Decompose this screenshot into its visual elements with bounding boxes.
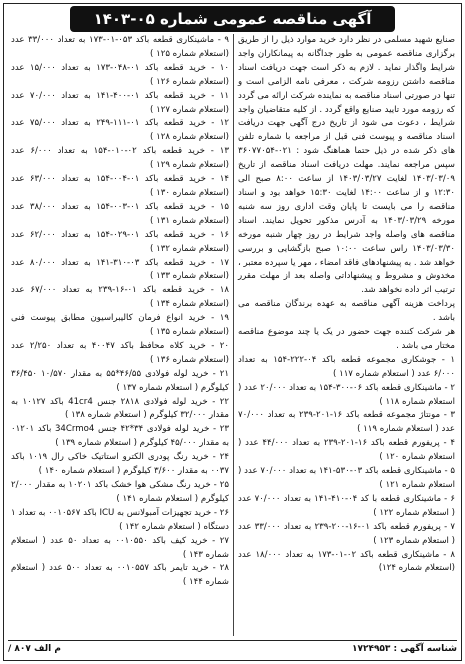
tender-item: ۱۰ - خرید قطعه باکد ۰۱-۰۴۸-۱۷۳ به تعداد ۱۵/۰۰۰ عدد (استعلام شماره ۱۲۶ ) (11, 62, 229, 87)
tender-item: ۱۷ - خرید قطعه باکد ۰۳-۳۱۰-۱۴۱ به تعداد ۸۰/۰۰۰ عدد (استعلام شماره ۱۳۳ ) (11, 257, 229, 282)
intro-paragraph: پرداخت هزینه آگهی مناقصه به عهده برندگان مناقصه می باشد . (238, 299, 455, 324)
tender-item: ۷ - پریفورم قطعه باکد ۰۱-۱۶-۲۰۰-۲۳۹ به تعداد ۳۳/۰۰۰ عدد ( استعلام شماره ۱۲۳ ) (238, 521, 455, 546)
tender-item: ۲۲ - خرید لوله فولادی ۲۸۱۸ جنس 41cr4 باکد ۱۰۱۲۷ به مقدار ۳۲/۰۰۰ کیلوگرم ( استعلام شماره ۱۳۸ ) (11, 396, 230, 421)
tender-item: ۱۲ - خرید قطعه باکد ۰۱-۱۱۱-۲۴۹ به تعداد ۷۵/۰۰۰ عدد (استعلام شماره ۱۲۸ ) (11, 118, 229, 143)
intro-paragraph: هر شرکت کننده جهت حضور در یک یا چند موضوع مناقصه مختار می باشد . (238, 327, 455, 351)
ad-code: م الف ۸۰۷ / (8, 644, 61, 654)
tender-item: ۱۵ - خرید قطعه باکد ۰۱-۰۰۳-۱۵۴ به تعداد ۳۸/۰۰۰ عدد (استعلام شماره ۱۳۱ ) (11, 201, 229, 226)
tender-item: ۱۶ - خرید قطعه باکد ۰۱-۰۲۹-۱۵۴ به تعداد ۶۲/۰۰۰ عدد (استعلام شماره ۱۳۲ ) (11, 229, 229, 254)
tender-item: ۲۸ - خرید تایمر باکد ۰۰۱۰۵۵۷ به تعداد ۵۰۰ عدد ( استعلام شماره ۱۴۴ ) (11, 563, 229, 588)
tender-item: ۸ - ماشینکاری قطعه باکد ۰۲-۰۱-۱۷۳ به تعداد ۱۸/۰۰۰ عدد (استعلام شماره ۱۲۴) (238, 549, 455, 574)
content-columns (6, 34, 459, 636)
tender-item: ۶ - ماشینکاری قطعه با کد ۰۴-۴۱۰-۱۴۱ به تعداد ۷۰/۰۰۰ عدد ( استعلام شماره ۱۲۲ ) (238, 493, 455, 518)
tender-item: ۲۵ - خرید رنگ مشکی هوا خشک باکد ۱۰۲۰۱ به مقدار ۲/۰۰۰ کیلوگرم ( استعلام شماره ۱۴۱ ) (11, 480, 229, 504)
intro-paragraph: صنایع شهید مسلمی در نظر دارد خرید موارد ذیل را از طریق برگزاری مناقصه عمومی به طور جداگانه به پیمانکاران واجد شرایط واگذار نماید . لازم به ذکر است جهت دریافت اسناد مناقصه داشتن رزومه شرکت ، معرفی نامه الزامی است و تنها در صورتی اسناد مناقصه به نماینده شرکت ارائه می گردد که رزومه مورد تایید صنایع واقع گردد . از کلیه متقاضیان واجد شرایط ، دعوت می شود از تاریخ درج آگهی جهت دریافت اسناد مناقصه و پیوست فنی قبل از مراجعه با شماره تلفن های ذکر شده در ذیل حتما هماهنگ شود : ۰۲۱-۳۶۰۷۷۰۵۴ سپس مراجعه نمایند. مهلت دریافت اسناد مناقصه از تاریخ ۱۴۰۳/۰۳/۰۹ لغایت ۱۴۰۳/۰۳/۲۷ از ساعت ۸:۰۰ صبح الی ۱۲:۳۰ و از ساعت ۱۴:۰۰ لغایت ۱۵:۳۰ خواهد بود و اسناد مناقصه را می بایست تا پایان وقت اداری روز سه شنبه مورخه ۱۴۰۳/۰۳/۲۹ به آدرس مذکور تحویل نمایند. اسناد مناقصه های واصله واجد شرایط در روز چهار شنبه مورخه ۱۴۰۳/۰۳/۳۰ راس ساعت ۱۰:۰۰ صبح بازگشایی و بررسی خواهد شد . به پیشنهادهای فاقد امضاء ، مهر یا سپرده معتبر ، مخدوش و مشروط و پیشنهاداتی واصله بعد از مهلت مقرر ترتیب اثر داده نخواهد شد. (238, 35, 456, 296)
title-bar (70, 6, 395, 32)
tender-item: ۱۳ - خرید قطعه باکد ۰۲-۰۱۰-۱۵۴ به تعداد ۶/۰۰۰ عدد (استعلام شماره ۱۲۹ ) (11, 146, 229, 171)
tender-item: ۲۱ - خرید لوله فولادی ۴۶/۵۵*۵۵ به مقدار ۱۰/۵۷۰ ۳۶/۴۵۰ کیلوگرم ( استعلام شماره ۱۳۷ ) (11, 368, 229, 393)
page-title: آگهی مناقصه عمومی شماره ۰۵-۱۴۰۳ (93, 10, 372, 28)
tender-item: ۴ - پریفورم قطعه باکد ۱۶-۲۰۱-۲۳۹ به تعداد ۴۴/۰۰۰ عدد ( استعلام شماره ۱۲۰ ) (238, 438, 455, 463)
footer (8, 640, 457, 657)
tender-item: ۳ - مونتاژ مجموعه قطعه باکد ۱۶-۲۰۱-۲۳۹ به تعداد ۷۰/۰۰۰ عدد ( استعلام شماره ۱۱۹ ) (238, 410, 455, 435)
right-column (233, 34, 459, 636)
left-column (7, 34, 233, 636)
ad-id: شناسه آگهی : ۱۷۲۴۹۵۳ (351, 644, 457, 654)
tender-item: ۱۴ - خرید قطعه باکد ۰۱-۰۰۴-۱۵۴ به تعداد ۶۳/۰۰۰ عدد (استعلام شماره ۱۳۰ ) (11, 174, 229, 198)
tender-item: ۲۴ - خرید رنگ پودری الکترو استاتیک خاکی رال ۱۰۱۹ باکد ۰۰۳۷ به مقدار ۳/۶۰۰ کیلوگرم ( استعلام شماره ۱۴۰ ) (11, 452, 229, 477)
tender-item: ۲۶ - خرید تجهیزات آمبولانس به ICU باکد ۰۰۱۰۵۶۷ به تعداد ۱ دستگاه ( استعلام شماره ۱۴۲ ) (11, 507, 230, 532)
tender-item: ۹ - ماشینکاری قطعه باکد ۰۵۳-۰۱-۱۷۳ به تعداد ۳۳/۰۰۰ عدد (استعلام شماره ۱۲۵ ) (11, 35, 229, 59)
tender-item: ۲۷ - خرید کیف باکد ۰۰۱۰۵۵۰ به تعداد ۵۰ عدد ( استعلام شماره ۱۴۳ ) (11, 535, 229, 560)
tender-item: ۲۰ - خرید کلاه محافظ باکد ۴۰۰۴۷ به تعداد ۲/۲۵۰ عدد (استعلام شماره ۱۳۶ ) (11, 340, 229, 365)
tender-item: ۵ - ماشینکاری قطعه باکد ۰۳-۵۳۰-۱۴۱ به تعداد ۷۰/۰۰۰ عدد ( استعلام شماره ۱۲۱ ) (238, 466, 455, 490)
tender-item: ۱ - جوشکاری مجموعه قطعه باکد ۰۴-۲۲۲-۱۵۴ به تعداد ۶/۰۰۰ عدد ( استعلام شماره ۱۱۷ ) (238, 354, 455, 379)
tender-item: ۲ - ماشینکاری قطعه باکد ۰۶-۳۰۰-۱۵۴ به تعداد ۲۰/۰۰۰ عدد ( استعلام شماره ۱۱۸ ) (238, 382, 455, 407)
tender-item: ۱۱ - خرید قطعه باکد ۰۱-۴۰۰-۱۴۱ به تعداد ۷۰/۰۰۰ عدد (استعلام شماره ۱۲۷ ) (11, 90, 229, 115)
tender-item: ۲۳ - خرید لوله فولادی ۳۴*۴۲ جنس 34Crmo4 باکد ۰۱۲۰۱ به مقدار ۴۵/۰۰۰ کیلوگرم ( استعلام شماره ۱۳۹ ) (11, 424, 229, 449)
tender-item: ۱۸ - خرید قطعه باکد ۰۱-۱۶-۲۳۹ به تعداد ۶۷/۰۰۰ عدد (استعلام شماره ۱۳۴ ) (11, 285, 229, 310)
tender-item: ۱۹ - خرید انواع فرمان کالیبراسیون مطابق پیوست فنی (استعلام شماره ۱۳۵ ) (11, 313, 229, 338)
